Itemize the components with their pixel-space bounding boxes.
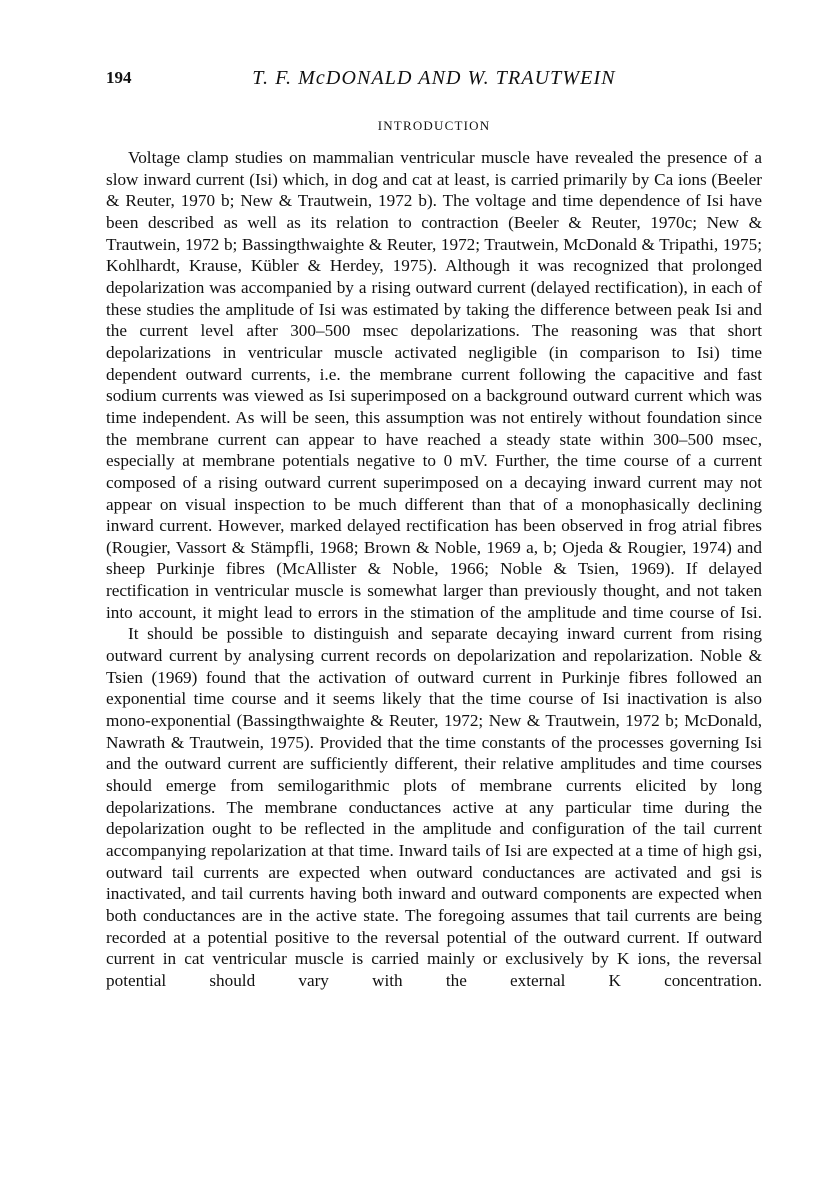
body-text — [106, 147, 762, 992]
running-header — [106, 66, 762, 92]
paragraph: Voltage clamp studies on mammalian ventricular muscle have revealed the presence of a slow inward current (Isi) which, in dog and cat at least, is carried primarily by Ca ions (Beeler & Reuter, 1970 b; New & Trautwein, 1972 b). The voltage and time dependence of Isi have been described as well as its relation to contraction (Beeler & Reuter, 1970c; New & Trautwein, 1972 b; Bassingthwaighte & Reuter, 1972; Trautwein, McDonald & Tripathi, 1975; Kohlhardt, Krause, Kübler & Herdey, 1975). Although it was recognized that prolonged depolarization was accompanied by a rising outward current (delayed rectification), in each of these studies the amplitude of Isi was estimated by taking the difference between peak Isi and the current level after 300–500 msec depolarizations. The reasoning was that short depolarizations in ventricular muscle activated negligible (in comparison to Isi) time dependent outward currents, i.e. the membrane current following the capacitive and fast sodium currents was viewed as Isi superimposed on a background outward current which was time independent. As will be seen, this assumption was not entirely without foundation since the membrane current can appear to have reached a steady state within 300–500 msec, especially at membrane potentials negative to 0 mV. Further, the time course of a current composed of a rising outward current superimposed on a decaying inward current may not appear on visual inspection to be much different than that of a monophasically declining inward current. However, marked delayed rectification has been observed in frog atrial fibres (Rougier, Vassort & Stämpfli, 1968; Brown & Noble, 1969 a, b; Ojeda & Rougier, 1974) and sheep Purkinje fibres (McAllister & Noble, 1966; Noble & Tsien, 1969). If delayed rectification in ventricular muscle is somewhat larger than previously thought, and not taken into account, it might lead to errors in the stimation of the amplitude and time course of Isi. — [106, 148, 762, 622]
section-heading: INTRODUCTION — [377, 118, 491, 133]
running-title: T. F. McDONALD AND W. TRAUTWEIN — [252, 67, 616, 89]
paragraph: It should be possible to distinguish and separate decaying inward current from rising outward current by analysing current records on depolarization and repolarization. Noble & Tsien (1969) found that the activation of outward current in Purkinje fibres followed an exponential time course and it seems likely that the time course of Isi inactivation is also mono-exponential (Bassingthwaighte & Reuter, 1972; New & Trautwein, 1972 b; McDonald, Nawrath & Trautwein, 1975). Provided that the time constants of the processes governing Isi and the outward current are sufficiently different, their relative amplitudes and time courses should emerge from semilogarithmic plots of membrane currents elicited by long depolarizations. The membrane conductances active at any particular time during the depolarization ought to be reflected in the amplitude and configuration of the tail current accompanying repolarization at that time. Inward tails of Isi are expected at a time of high gsi, outward tail currents are expected when outward conductances are activated and gsi is inactivated, and tail currents having both inward and outward components are expected when both conductances are in the active state. The foregoing assumes that tail currents are being recorded at a potential positive to the reversal potential of the outward current. If outward current in cat ventricular muscle is carried mainly or exclusively by K ions, the reversal potential should vary with the external K concentration. — [106, 624, 762, 990]
page-number: 194 — [106, 68, 132, 87]
